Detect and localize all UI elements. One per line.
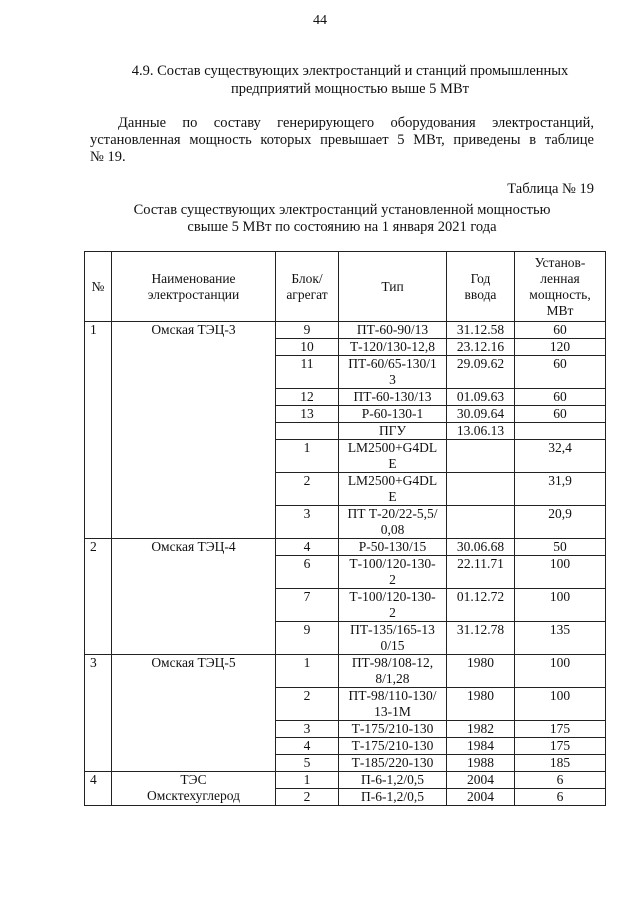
type-cell: ПТ-98/108-12,8/1,28 [339,655,447,688]
commission-date-cell [447,440,515,473]
unit-cell: 5 [276,755,339,772]
commission-date-cell: 2004 [447,789,515,806]
intro-line-3: № 19. [90,149,126,165]
unit-cell: 2 [276,789,339,806]
capacity-cell: 100 [515,688,606,721]
unit-cell: 1 [276,655,339,688]
capacity-cell: 135 [515,622,606,655]
unit-cell: 12 [276,389,339,406]
table-header-row [85,252,606,322]
capacity-cell [515,423,606,440]
unit-cell: 10 [276,339,339,356]
capacity-cell: 120 [515,339,606,356]
unit-cell: 9 [276,622,339,655]
header-type: Тип [339,252,447,322]
commission-date-cell: 1980 [447,688,515,721]
type-cell: ПТ-60-130/13 [339,389,447,406]
header-plant-name: Наименование электростанции [112,252,276,322]
capacity-cell: 100 [515,589,606,622]
header-year: Год ввода [447,252,515,322]
unit-cell: 9 [276,322,339,339]
unit-cell: 2 [276,473,339,506]
capacity-cell: 175 [515,738,606,755]
header-capacity: Установ- ленная мощность, МВт [515,252,606,322]
type-cell: ПТ-135/165-130/15 [339,622,447,655]
table-row [85,772,606,789]
type-cell: ПТ-98/110-130/13-1М [339,688,447,721]
unit-cell: 11 [276,356,339,389]
type-cell: Т-175/210-130 [339,721,447,738]
section-heading [80,62,620,98]
commission-date-cell: 30.09.64 [447,406,515,423]
table-caption-line-2: свыше 5 МВт по состоянию на 1 января 2021 года [187,219,497,235]
capacity-cell: 60 [515,406,606,423]
capacity-cell: 6 [515,772,606,789]
section-heading-line-1: 4.9. Состав существующих электростанций и станций промышленных [131,63,569,79]
section-heading-line-2: предприятий мощностью выше 5 МВт [231,81,469,97]
commission-date-cell: 30.06.68 [447,539,515,556]
type-cell: Т-185/220-130 [339,755,447,772]
commission-date-cell: 1988 [447,755,515,772]
unit-cell: 1 [276,440,339,473]
capacity-cell: 185 [515,755,606,772]
type-cell: LM2500+G4DLE [339,440,447,473]
unit-cell: 6 [276,556,339,589]
capacity-cell: 50 [515,539,606,556]
commission-date-cell [447,473,515,506]
commission-date-cell: 22.11.71 [447,556,515,589]
unit-cell: 4 [276,539,339,556]
commission-date-cell: 1982 [447,721,515,738]
unit-cell: 7 [276,589,339,622]
plant-number: 2 [85,539,112,655]
plant-number: 1 [85,322,112,539]
plant-name: Омская ТЭЦ-4 [112,539,276,655]
unit-cell: 4 [276,738,339,755]
type-cell: Т-100/120-130-2 [339,556,447,589]
type-cell: Р-60-130-1 [339,406,447,423]
capacity-cell: 6 [515,789,606,806]
plant-number: 3 [85,655,112,772]
type-cell: Т-100/120-130-2 [339,589,447,622]
commission-date-cell [447,506,515,539]
plant-name: Омская ТЭЦ-3 [112,322,276,539]
page-number: 44 [313,13,327,28]
header-no: № [85,252,112,322]
unit-cell: 13 [276,406,339,423]
type-cell: ПТ-60/65-130/13 [339,356,447,389]
type-cell: Р-50-130/15 [339,539,447,556]
table-caption [90,202,594,236]
commission-date-cell: 01.12.72 [447,589,515,622]
type-cell: Т-120/130-12,8 [339,339,447,356]
commission-date-cell: 31.12.58 [447,322,515,339]
unit-cell: 1 [276,772,339,789]
header-unit: Блок/ агрегат [276,252,339,322]
plant-name: Омская ТЭЦ-5 [112,655,276,772]
commission-date-cell: 2004 [447,772,515,789]
unit-cell: 3 [276,721,339,738]
capacity-cell: 32,4 [515,440,606,473]
capacity-cell: 60 [515,356,606,389]
table-row [85,539,606,556]
table-caption-line-1: Состав существующих электростанций установленной мощностью [133,202,551,218]
unit-cell: 2 [276,688,339,721]
power-plants-table [84,251,606,806]
unit-cell: 3 [276,506,339,539]
commission-date-cell: 29.09.62 [447,356,515,389]
intro-paragraph [90,115,594,166]
type-cell: П-6-1,2/0,5 [339,789,447,806]
type-cell: П-6-1,2/0,5 [339,772,447,789]
type-cell: Т-175/210-130 [339,738,447,755]
table-row [85,655,606,688]
table-label: Таблица № 19 [507,181,594,197]
capacity-cell: 31,9 [515,473,606,506]
intro-line-2: установленная мощность которых превышает 5 МВт, приведены в таблице [90,132,594,148]
commission-date-cell: 13.06.13 [447,423,515,440]
capacity-cell: 100 [515,655,606,688]
capacity-cell: 60 [515,322,606,339]
commission-date-cell: 1980 [447,655,515,688]
capacity-cell: 175 [515,721,606,738]
commission-date-cell: 31.12.78 [447,622,515,655]
type-cell: ПГУ [339,423,447,440]
unit-cell [276,423,339,440]
plant-number: 4 [85,772,112,806]
type-cell: LM2500+G4DLE [339,473,447,506]
type-cell: ПТ Т-20/22-5,5/0,08 [339,506,447,539]
table-body [85,322,606,806]
table-row [85,322,606,339]
plant-name: ТЭС Омсктехуглерод [112,772,276,806]
capacity-cell: 100 [515,556,606,589]
capacity-cell: 20,9 [515,506,606,539]
commission-date-cell: 23.12.16 [447,339,515,356]
intro-line-1: Данные по составу генерирующего оборудования электростанций, [118,115,594,131]
capacity-cell: 60 [515,389,606,406]
type-cell: ПТ-60-90/13 [339,322,447,339]
commission-date-cell: 1984 [447,738,515,755]
commission-date-cell: 01.09.63 [447,389,515,406]
